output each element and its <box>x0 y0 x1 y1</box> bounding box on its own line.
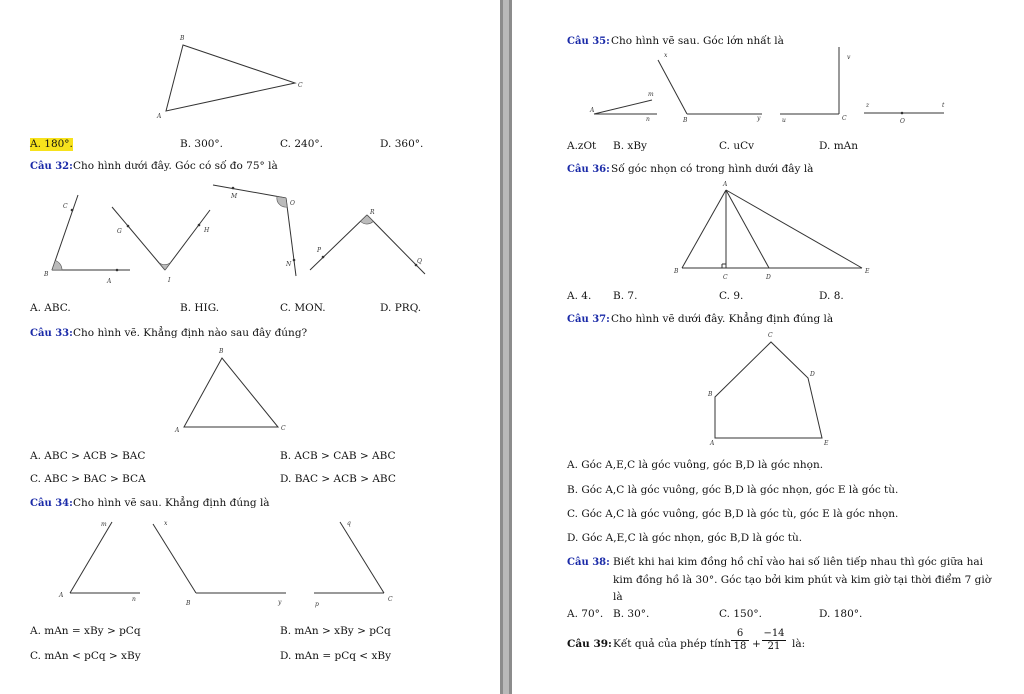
q34-label-p: p <box>315 601 319 608</box>
q34-label-x: x <box>164 520 168 527</box>
q36-label-b: B <box>674 268 679 275</box>
q31-label-a: A <box>157 113 162 120</box>
q35-label-y: y <box>757 115 761 122</box>
page-divider <box>500 0 512 694</box>
q37-label-c: C <box>768 332 773 339</box>
q36-label-d: D <box>766 274 771 281</box>
q36-label-e: E <box>865 268 870 275</box>
q35-label: Câu 35: <box>567 36 610 47</box>
q37-option-c[interactable]: C. Góc A,C là góc vuông, góc B,D là góc tù, góc E là góc nhọn. <box>567 508 899 520</box>
q32-option-c[interactable]: C. MON. <box>280 302 326 314</box>
q37-label: Câu 37: <box>567 314 610 325</box>
q38-option-b[interactable]: B. 30°. <box>613 608 650 620</box>
q33-option-a[interactable]: A. ABC > ACB > BAC <box>30 450 146 462</box>
q37-label-a: A <box>710 440 715 447</box>
q32-label-p: P <box>317 247 322 254</box>
q37-text: Cho hình vẽ dưới đây. Khẳng định đúng là <box>611 313 834 325</box>
q31-label-c: C <box>298 82 303 89</box>
q34-text: Cho hình vẽ sau. Khẳng định đúng là <box>73 497 270 509</box>
q37-label-b: B <box>708 391 713 398</box>
q34-label-y: y <box>278 599 282 606</box>
q32-label-g: G <box>117 228 122 235</box>
q37-option-d[interactable]: D. Góc A,E,C là góc nhọn, góc B,D là góc tù. <box>567 532 803 544</box>
q38-text-line1: Biết khi hai kim đồng hồ chỉ vào hai số liên tiếp nhau thì góc giữa hai <box>613 556 983 568</box>
q34-label-a: A <box>59 592 64 599</box>
q37-option-b[interactable]: B. Góc A,C là góc vuông, góc B,D là góc nhọn, góc E là góc tù. <box>567 484 899 496</box>
q39-text: Kết quả của phép tính <box>613 638 732 650</box>
q39-frac2-den: 21 <box>767 641 781 652</box>
q39-fraction-1 <box>731 628 749 653</box>
q36-text: Số góc nhọn có trong hình dưới đây là <box>611 163 814 175</box>
q36-option-c[interactable]: C. 9. <box>719 290 744 302</box>
q34-figure <box>0 0 500 694</box>
q32-label: Câu 32: <box>30 161 73 172</box>
q39-frac2-num: −14 <box>763 628 785 639</box>
q38-option-c[interactable]: C. 150°. <box>719 608 762 620</box>
q32-label-a: A <box>107 278 112 285</box>
q37-option-a[interactable]: A. Góc A,E,C là góc vuông, góc B,D là góc nhọn. <box>567 459 824 471</box>
q35-option-a[interactable]: A.zOt <box>567 140 597 152</box>
q38-option-a[interactable]: A. 70°. <box>567 608 604 620</box>
right-page <box>512 0 1024 694</box>
q35-label-z: z <box>866 102 870 109</box>
q35-label-c: C <box>842 115 847 122</box>
q32-label-c: C <box>63 203 68 210</box>
q35-label-m: m <box>648 91 654 98</box>
q32-label-h: H <box>204 227 210 234</box>
q38-option-d[interactable]: D. 180°. <box>819 608 863 620</box>
q36-label: Câu 36: <box>567 164 610 175</box>
q39-label: Câu 39: <box>567 638 612 650</box>
q31-label-b: B <box>180 35 185 42</box>
q31-option-c[interactable]: C. 240°. <box>280 138 323 150</box>
q33-label-a: A <box>175 427 180 434</box>
q36-label-a: A <box>723 181 728 188</box>
q33-text: Cho hình vẽ. Khẳng định nào sau đây đúng? <box>73 327 308 339</box>
q34-label-c: C <box>388 596 393 603</box>
q34-option-d[interactable]: D. mAn = pCq < xBy <box>280 650 392 662</box>
q34-option-a[interactable]: A. mAn = xBy > pCq <box>30 625 141 637</box>
q33-label-b: B <box>219 348 224 355</box>
q39-fraction-2 <box>762 628 786 653</box>
q33-option-d[interactable]: D. BAC > ACB > ABC <box>280 473 396 485</box>
q31-option-a[interactable]: A. 180°. <box>30 138 73 150</box>
q35-label-o: O <box>900 118 905 125</box>
q38-text-line3: là <box>613 591 623 603</box>
left-page <box>0 0 500 694</box>
q33-label-c: C <box>281 425 286 432</box>
q35-label-x: x <box>664 52 668 59</box>
q32-label-q: Q <box>417 258 422 265</box>
q35-option-b[interactable]: B. xBy <box>613 140 647 152</box>
q35-label-a: A <box>590 107 595 114</box>
q39-frac1-den: 18 <box>733 641 747 652</box>
q35-label-u: u <box>782 117 786 124</box>
q32-option-d[interactable]: D. PRQ. <box>380 302 422 314</box>
q35-text: Cho hình vẽ sau. Góc lớn nhất là <box>611 35 784 47</box>
q32-label-o: O <box>290 200 295 207</box>
q32-label-b: B <box>44 271 49 278</box>
q34-option-c[interactable]: C. mAn < pCq > xBy <box>30 650 141 662</box>
q34-label-q: q <box>347 520 351 527</box>
q39-tail: là: <box>792 638 806 650</box>
q32-option-a[interactable]: A. ABC. <box>30 302 71 314</box>
q32-label-m: M <box>231 193 238 200</box>
q31-option-d[interactable]: D. 360°. <box>380 138 424 150</box>
q32-label-r: R <box>370 209 375 216</box>
q33-option-b[interactable]: B. ACB > CAB > ABC <box>280 450 396 462</box>
q34-label: Câu 34: <box>30 498 73 509</box>
q35-option-d[interactable]: D. mAn <box>819 140 859 152</box>
q34-label-b: B <box>186 600 191 607</box>
q38-text-line2: kim đồng hồ là 30°. Góc tạo bởi kim phút và kim giờ tại thời điểm 7 giờ <box>613 574 992 586</box>
q36-label-c: C <box>723 274 728 281</box>
q32-label-n: N <box>286 261 292 268</box>
q36-option-a[interactable]: A. 4. <box>567 290 592 302</box>
q35-label-v: v <box>847 54 851 61</box>
q37-label-e: E <box>824 440 829 447</box>
q38-label: Câu 38: <box>567 557 610 568</box>
q36-option-d[interactable]: D. 8. <box>819 290 844 302</box>
q34-option-b[interactable]: B. mAn > xBy > pCq <box>280 625 391 637</box>
q37-figure <box>512 0 1024 694</box>
q34-label-n: n <box>132 596 136 603</box>
q37-label-d: D <box>810 371 815 378</box>
q32-text: Cho hình dưới đây. Góc có số đo 75° là <box>73 160 278 172</box>
q39-frac1-num: 6 <box>731 628 749 641</box>
q35-label-b: B <box>683 117 688 124</box>
q35-label-t: t <box>942 102 945 109</box>
q32-label-i: I <box>168 277 171 284</box>
q33-label: Câu 33: <box>30 328 73 339</box>
q31-option-b[interactable]: B. 300°. <box>180 138 224 150</box>
q39-plus: + <box>752 638 761 650</box>
q36-option-b[interactable]: B. 7. <box>613 290 638 302</box>
q34-label-m: m <box>101 521 107 528</box>
q32-option-b[interactable]: B. HIG. <box>180 302 220 314</box>
q35-label-n: n <box>646 116 650 123</box>
q33-option-c[interactable]: C. ABC > BAC > BCA <box>30 473 146 485</box>
q35-option-c[interactable]: C. uCv <box>719 140 755 152</box>
